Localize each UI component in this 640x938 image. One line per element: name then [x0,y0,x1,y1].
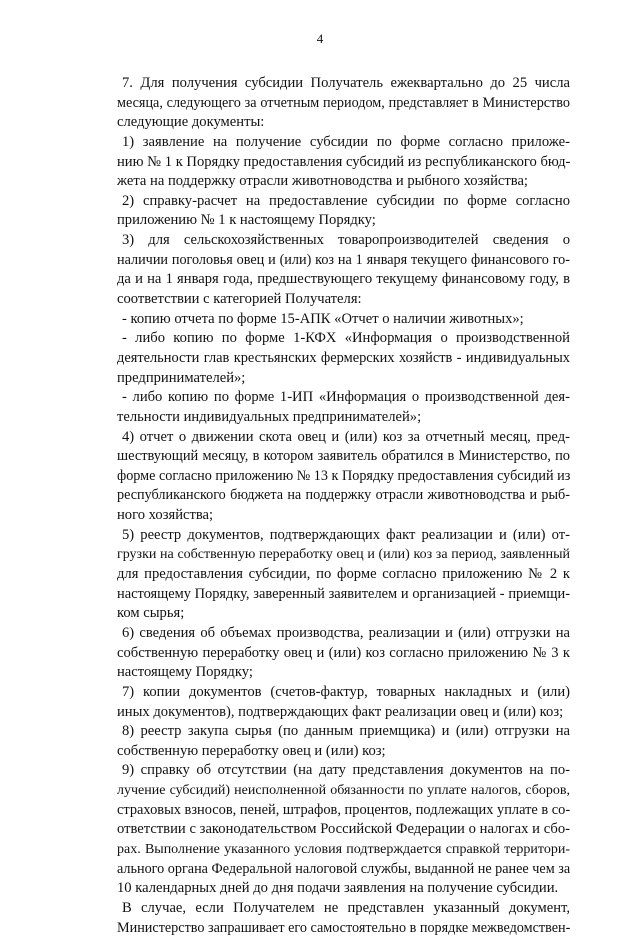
text-line: собственную переработку овец и (или) коз согласно приложению № 3 к [117,644,570,661]
text-line: настоящему Порядку; [117,664,253,681]
page-number: 4 [316,31,324,46]
text-line: наличии поголовья овец и (или) коз на 1 января текущего финансового го- [117,251,570,268]
text-line: для предоставления субсидии, по форме согласно приложению № 2 к [117,566,570,583]
text-line: 8) реестр закупа сырья (по данным приемщика) и (или) отгрузки на [122,723,570,740]
text-line: грузки на собственную переработку овец и (или) коз за период, заявленный [117,547,570,563]
text-line: 9) справку об отсутствии (на дату представления документов на по- [122,762,570,779]
text-line: ального органа Федеральной налоговой службы, выданной не ранее чем за [117,860,571,877]
text-line: - либо копию по форме 1-КФХ «Информация о производственной [122,330,570,347]
text-line: рах. Выполнение указанного условия подтверждается справкой территори- [117,841,570,857]
text-line: 2) справку-расчет на предоставление субсидии по форме согласно [122,192,570,209]
text-line: 7) копии документов (счетов-фактур, товарных накладных и (или) [122,683,570,700]
text-line: тельности индивидуальных предпринимателей»; [117,408,422,425]
text-line: лучение субсидий) неисполненной обязанности по уплате налогов, сборов, [117,783,570,799]
text-line: собственную переработку овец и (или) коз; [117,742,386,759]
text-line: - либо копию по форме 1-ИП «Информация о производственной дея- [122,389,570,406]
text-line: республиканского бюджета на поддержку отрасли животноводства и рыб- [117,487,570,504]
text-line: 7. Для получения субсидии Получатель ежеквартально до 25 числа [122,75,570,91]
text-line: ного хозяйства; [117,507,214,524]
text-line: деятельности глав крестьянских фермерских хозяйств - индивидуальных [117,349,570,366]
text-line: следующие документы: [117,114,265,131]
text-line: 6) сведения об объемах производства, реализации и (или) отгрузки на [122,624,570,641]
text-line: 4) отчет о движении скота овец и (или) коз за отчетный месяц, пред- [122,428,570,445]
text-line: иных документов), подтверждающих факт реализации овец и (или) коз; [117,703,564,720]
text-line: жета на поддержку отрасли животноводства и рыбного хозяйства; [117,173,528,190]
text-line: 10 календарных дней до дня подачи заявления на получение субсидии. [117,880,559,897]
text-line: ком сырья; [117,605,185,622]
text-line: форме согласно приложению № 13 к Порядку предоставления субсидий из [117,467,571,484]
text-line: 3) для сельскохозяйственных товаропроизводителей сведения о [122,232,570,249]
text-line: шествующий месяцу, в котором заявитель обратился в Министерство, по [117,448,570,465]
text-line: В случае, если Получателем не представлен указанный документ, [122,899,570,916]
text-line: предпринимателей»; [117,369,246,386]
text-line: месяца, следующего за отчетным периодом, представляет в Министерство [117,94,570,111]
text-line: - копию отчета по форме 15-АПК «Отчет о наличии животных»; [122,310,524,327]
text-line: 1) заявление на получение субсидии по форме согласно приложе- [122,133,570,150]
text-line: приложению № 1 к настоящему Порядку; [117,212,376,229]
text-line: 5) реестр документов, подтверждающих факт реализации и (или) от- [122,526,570,543]
document-body [117,74,570,938]
text-line: Министерство запрашивает его самостоятельно в порядке межведомствен- [117,919,571,936]
text-line: ответствии с законодательством Российской Федерации о налогах и сбо- [117,821,570,838]
text-line: настоящему Порядку, заверенный заявителем и организацией - приемщи- [117,585,570,602]
text-line: нию № 1 к Порядку предоставления субсидий из республиканского бюд- [117,153,571,170]
text-line: да и на 1 января года, предшествующего текущему финансовому году, в [117,271,570,288]
text-line: соответствии с категорией Получателя: [117,291,362,308]
text-line: страховых взносов, пеней, штрафов, процентов, подлежащих уплате в со- [117,801,571,818]
